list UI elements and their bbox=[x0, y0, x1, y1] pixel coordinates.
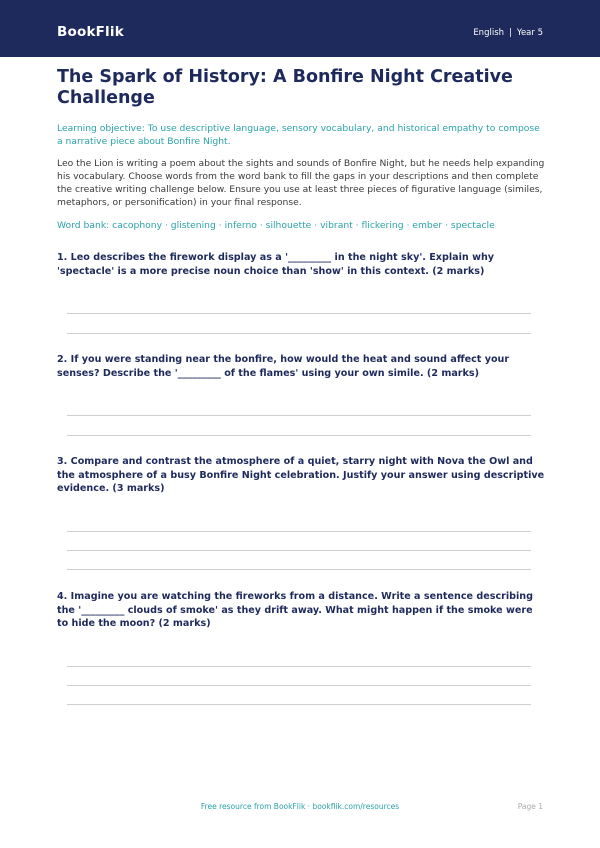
year-label: Year 5 bbox=[516, 28, 543, 38]
answer-line[interactable] bbox=[67, 685, 531, 686]
separator: | bbox=[509, 28, 512, 38]
page-number: Page 1 bbox=[517, 802, 543, 811]
intro-paragraph: Leo the Lion is writing a poem about the sights and sounds of Bonfire Night, but he needs help expanding his vocabulary. Choose words from the word bank to fill the gaps in your descriptions and then complete the creative writing challenge below. Ensure you use at least three pieces of figurative language (similes, metaphors, or personification) in your final response. bbox=[57, 158, 545, 208]
answer-line[interactable] bbox=[67, 531, 531, 532]
question-1: 1. Leo describes the firework display as a '_________ in the night sky'. Explain why 'spectacle' is a more precise noun choice than 'show' in this context. (2 marks) bbox=[57, 252, 495, 277]
answer-line[interactable] bbox=[67, 550, 531, 551]
answer-line[interactable] bbox=[67, 333, 531, 334]
header-bar bbox=[0, 0, 600, 57]
answer-line[interactable] bbox=[67, 435, 531, 436]
worksheet-title: The Spark of History: A Bonfire Night Creative Challenge bbox=[57, 67, 513, 108]
answer-line[interactable] bbox=[67, 569, 531, 570]
question-4: 4. Imagine you are watching the fireworks from a distance. Write a sentence describing the '_________ clouds of smoke' as they drift away. What might happen if the smoke were to hide the moon? (2 marks) bbox=[57, 591, 534, 629]
question-2: 2. If you were standing near the bonfire, how would the heat and sound affect your senses? Describe the '_________ of the flames' using your own simile. (2 marks) bbox=[57, 354, 510, 379]
answer-line[interactable] bbox=[67, 313, 531, 314]
subject-label: English bbox=[473, 28, 505, 38]
brand-logo-text[interactable]: BookFlik bbox=[57, 24, 124, 40]
answer-line[interactable] bbox=[67, 704, 531, 705]
subject-year-label bbox=[473, 28, 543, 38]
footer-link[interactable]: Free resource from BookFlik · bookflik.com/resources bbox=[200, 802, 400, 811]
word-bank: Word bank: cacophony · glistening · inferno · silhouette · vibrant · flickering · ember · spectacle bbox=[57, 220, 495, 231]
question-3: 3. Compare and contrast the atmosphere of a quiet, starry night with Nova the Owl and the atmosphere of a busy Bonfire Night celebration. Justify your answer using descriptive evidence. (3 marks) bbox=[57, 456, 545, 494]
answer-line[interactable] bbox=[67, 666, 531, 667]
answer-line[interactable] bbox=[67, 415, 531, 416]
learning-objective: Learning objective: To use descriptive language, sensory vocabulary, and historical empathy to compose a narrative piece about Bonfire Night. bbox=[57, 123, 540, 147]
